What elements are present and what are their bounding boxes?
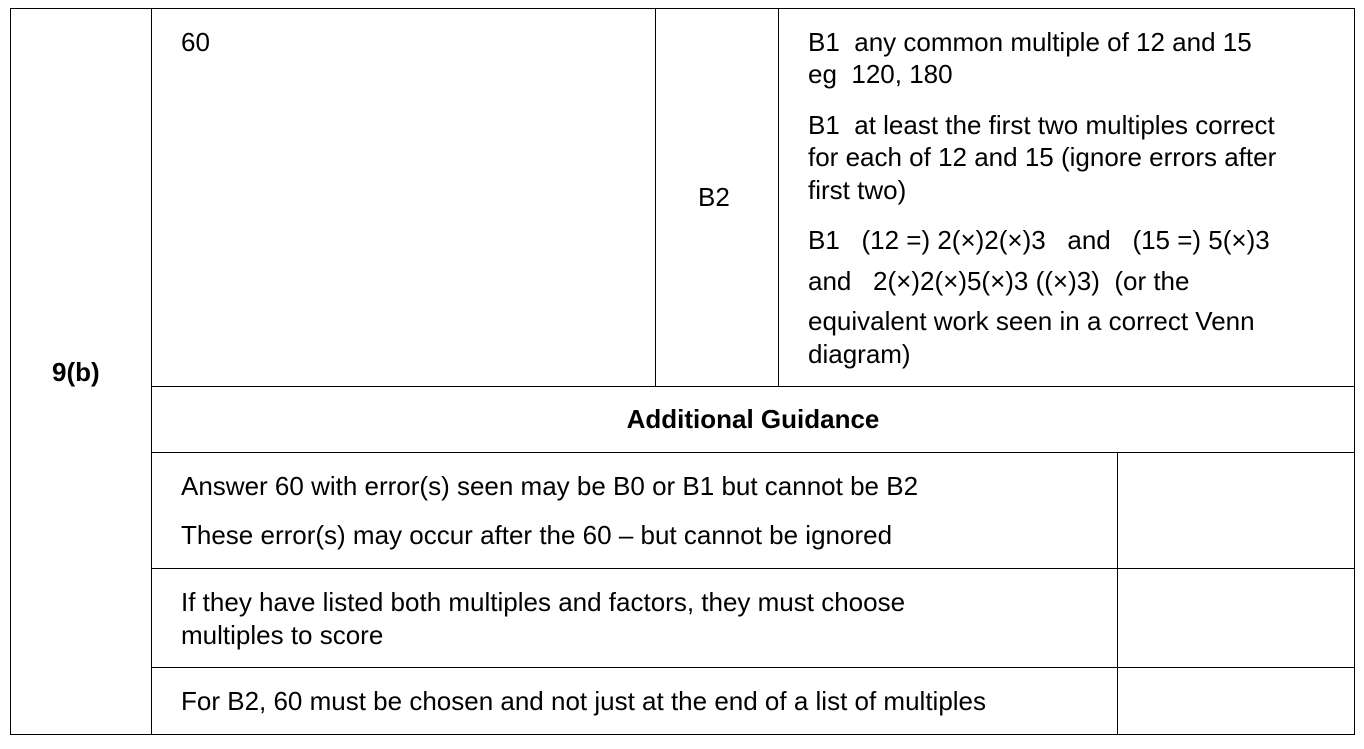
- main-row-divider: [151, 386, 1355, 387]
- comment-line: B1 any common multiple of 12 and 15: [808, 27, 1252, 57]
- guidance-heading: Additional Guidance: [626, 404, 880, 434]
- comment-line: B1 (12 =) 2(×)2(×)3 and (15 =) 5(×)3: [808, 225, 1270, 255]
- guidance-row-divider-1: [151, 568, 1355, 569]
- comment-line: diagram): [808, 339, 911, 369]
- comment-line: first two): [808, 175, 907, 205]
- guidance-text: These error(s) may occur after the 60 – but cannot be ignored: [181, 520, 893, 550]
- table-top-border: [10, 8, 1355, 9]
- comment-line: B1 at least the first two multiples correct: [808, 110, 1275, 140]
- question-column-divider: [151, 8, 152, 735]
- comment-line: eg 120, 180: [808, 59, 953, 89]
- table-bottom-border: [10, 734, 1355, 735]
- comment-line: for each of 12 and 15 (ignore errors after: [808, 142, 1277, 172]
- guidance-heading-divider: [151, 452, 1355, 453]
- guidance-row-divider-2: [151, 667, 1355, 668]
- mark-column-divider: [778, 8, 779, 387]
- question-label: 9(b): [52, 357, 100, 387]
- answer-column-divider: [655, 8, 656, 387]
- comment-line: and 2(×)2(×)5(×)3 ((×)3) (or the: [808, 266, 1190, 296]
- table-left-border: [10, 8, 11, 735]
- guidance-text: If they have listed both multiples and factors, they must choose: [181, 587, 906, 617]
- mark-value: B2: [698, 182, 730, 212]
- answer-value: 60: [181, 27, 210, 57]
- guidance-text: Answer 60 with error(s) seen may be B0 or B1 but cannot be B2: [181, 471, 919, 501]
- guidance-text: multiples to score: [181, 620, 384, 650]
- comment-line: equivalent work seen in a correct Venn: [808, 306, 1255, 336]
- guidance-column-divider: [1117, 452, 1118, 735]
- table-right-border: [1354, 8, 1355, 735]
- guidance-text: For B2, 60 must be chosen and not just at the end of a list of multiples: [181, 686, 987, 716]
